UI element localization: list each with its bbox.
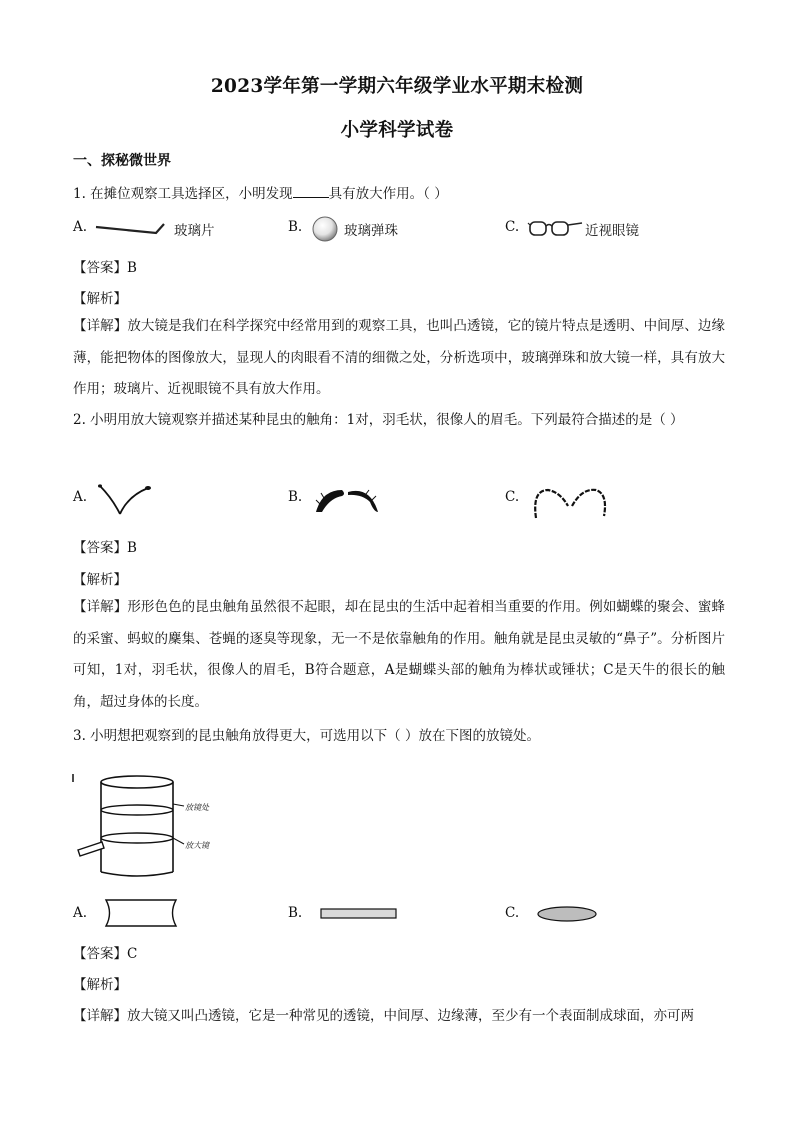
answer-blank — [293, 186, 329, 198]
q1-detail-text: 放大镜是我们在科学探究中经常用到的观察工具，也叫凸透镜，它的镜片特点是透明、中间厚、边缘薄，能把物体的图像放大，显现人的肉眼看不清的细微之处，分析选项中，玻璃弹珠和放大镜一样，具有放大作用；玻璃片、近视眼镜不具有放大作用。 — [73, 318, 726, 397]
question-1-stem-part-b: 具有放大作用。（ ） — [328, 186, 448, 202]
q3-answer: 【答案】C — [73, 946, 138, 962]
q1-answer: 【答案】B — [73, 260, 137, 276]
page-subtitle: 小学科学试卷 — [340, 120, 454, 141]
q1-option-c-letter: C. — [505, 219, 520, 235]
club-antenna-icon — [96, 482, 156, 518]
q3-analysis-tag: 【解析】 — [73, 977, 127, 993]
q1-option-b-label: 玻璃弹珠 — [344, 223, 398, 239]
section-heading: 一、探秘微世界 — [73, 153, 171, 169]
q3-option-a-letter: A. — [73, 905, 88, 921]
q2-analysis-tag: 【解析】 — [73, 572, 127, 588]
slot-label: 放镜处 — [185, 803, 209, 812]
q1-option-b-letter: B. — [288, 219, 303, 235]
q2-option-c-letter: C. — [505, 489, 520, 505]
q1-analysis-tag: 【解析】 — [73, 291, 127, 307]
question-3-stem: 3. 小明想把观察到的昆虫触角放得更大，可选用以下（ ）放在下图的放镜处。 — [73, 728, 540, 744]
myopia-glasses-icon — [528, 216, 584, 240]
q2-detail-text: 形形色色的昆虫触角虽然很不起眼，却在昆虫的生活中起着相当重要的作用。例如蝴蝶的聚会、蜜蜂的采蜜、蚂蚁的麇集、苍蝇的逐臭等现象，无一不是依靠触角的作用。触角就是昆虫灵敏的“鼻子”。分析图片可知，1对，羽毛状，很像人的眉毛，B符合题意，A是蝴蝶头部的触角为棒状或锤状；C是天牛的很长的触角，超过身体的长度。 — [73, 599, 726, 710]
q3-detail — [73, 1004, 725, 1024]
q2-answer: 【答案】B — [73, 540, 137, 556]
q3-option-c-letter: C. — [505, 905, 520, 921]
magnifier-stand-figure — [70, 770, 240, 890]
q2-detail — [73, 592, 725, 718]
question-2-stem: 2. 小明用放大镜观察并描述某种昆虫的触角：1对，羽毛状，很像人的眉毛。下列最符合描述的是（ ） — [73, 412, 684, 428]
convex-lens-icon — [536, 904, 598, 924]
feather-antenna-icon — [312, 482, 382, 518]
q1-option-a-label: 玻璃片 — [174, 223, 215, 239]
q1-option-c-label: 近视眼镜 — [585, 223, 639, 239]
magnifier-label: 放大镜 — [185, 841, 209, 850]
q2-option-b-letter: B. — [288, 489, 303, 505]
concave-lens-icon — [103, 898, 181, 928]
page-title: 2023学年第一学期六年级学业水平期末检测 — [210, 76, 584, 97]
q2-detail-tag: 【详解】 — [73, 599, 128, 615]
q3-option-b-letter: B. — [288, 905, 303, 921]
q1-option-a-letter: A. — [73, 219, 88, 235]
glass-marble-icon — [311, 215, 341, 243]
long-antenna-icon — [530, 482, 610, 520]
question-1-stem — [73, 182, 448, 202]
flat-glass-icon — [320, 907, 398, 921]
q3-detail-text: 放大镜又叫凸透镜，它是一种常见的透镜，中间厚、边缘薄，至少有一个表面制成球面，亦可两 — [127, 1008, 694, 1024]
q3-detail-tag: 【详解】 — [73, 1008, 127, 1024]
q1-detail-tag: 【详解】 — [73, 318, 128, 334]
glass-sheet-icon — [94, 218, 168, 240]
q1-detail — [73, 311, 725, 406]
q2-option-a-letter: A. — [73, 489, 88, 505]
question-1-stem-part-a: 1. 在摊位观察工具选择区，小明发现 — [73, 186, 293, 202]
